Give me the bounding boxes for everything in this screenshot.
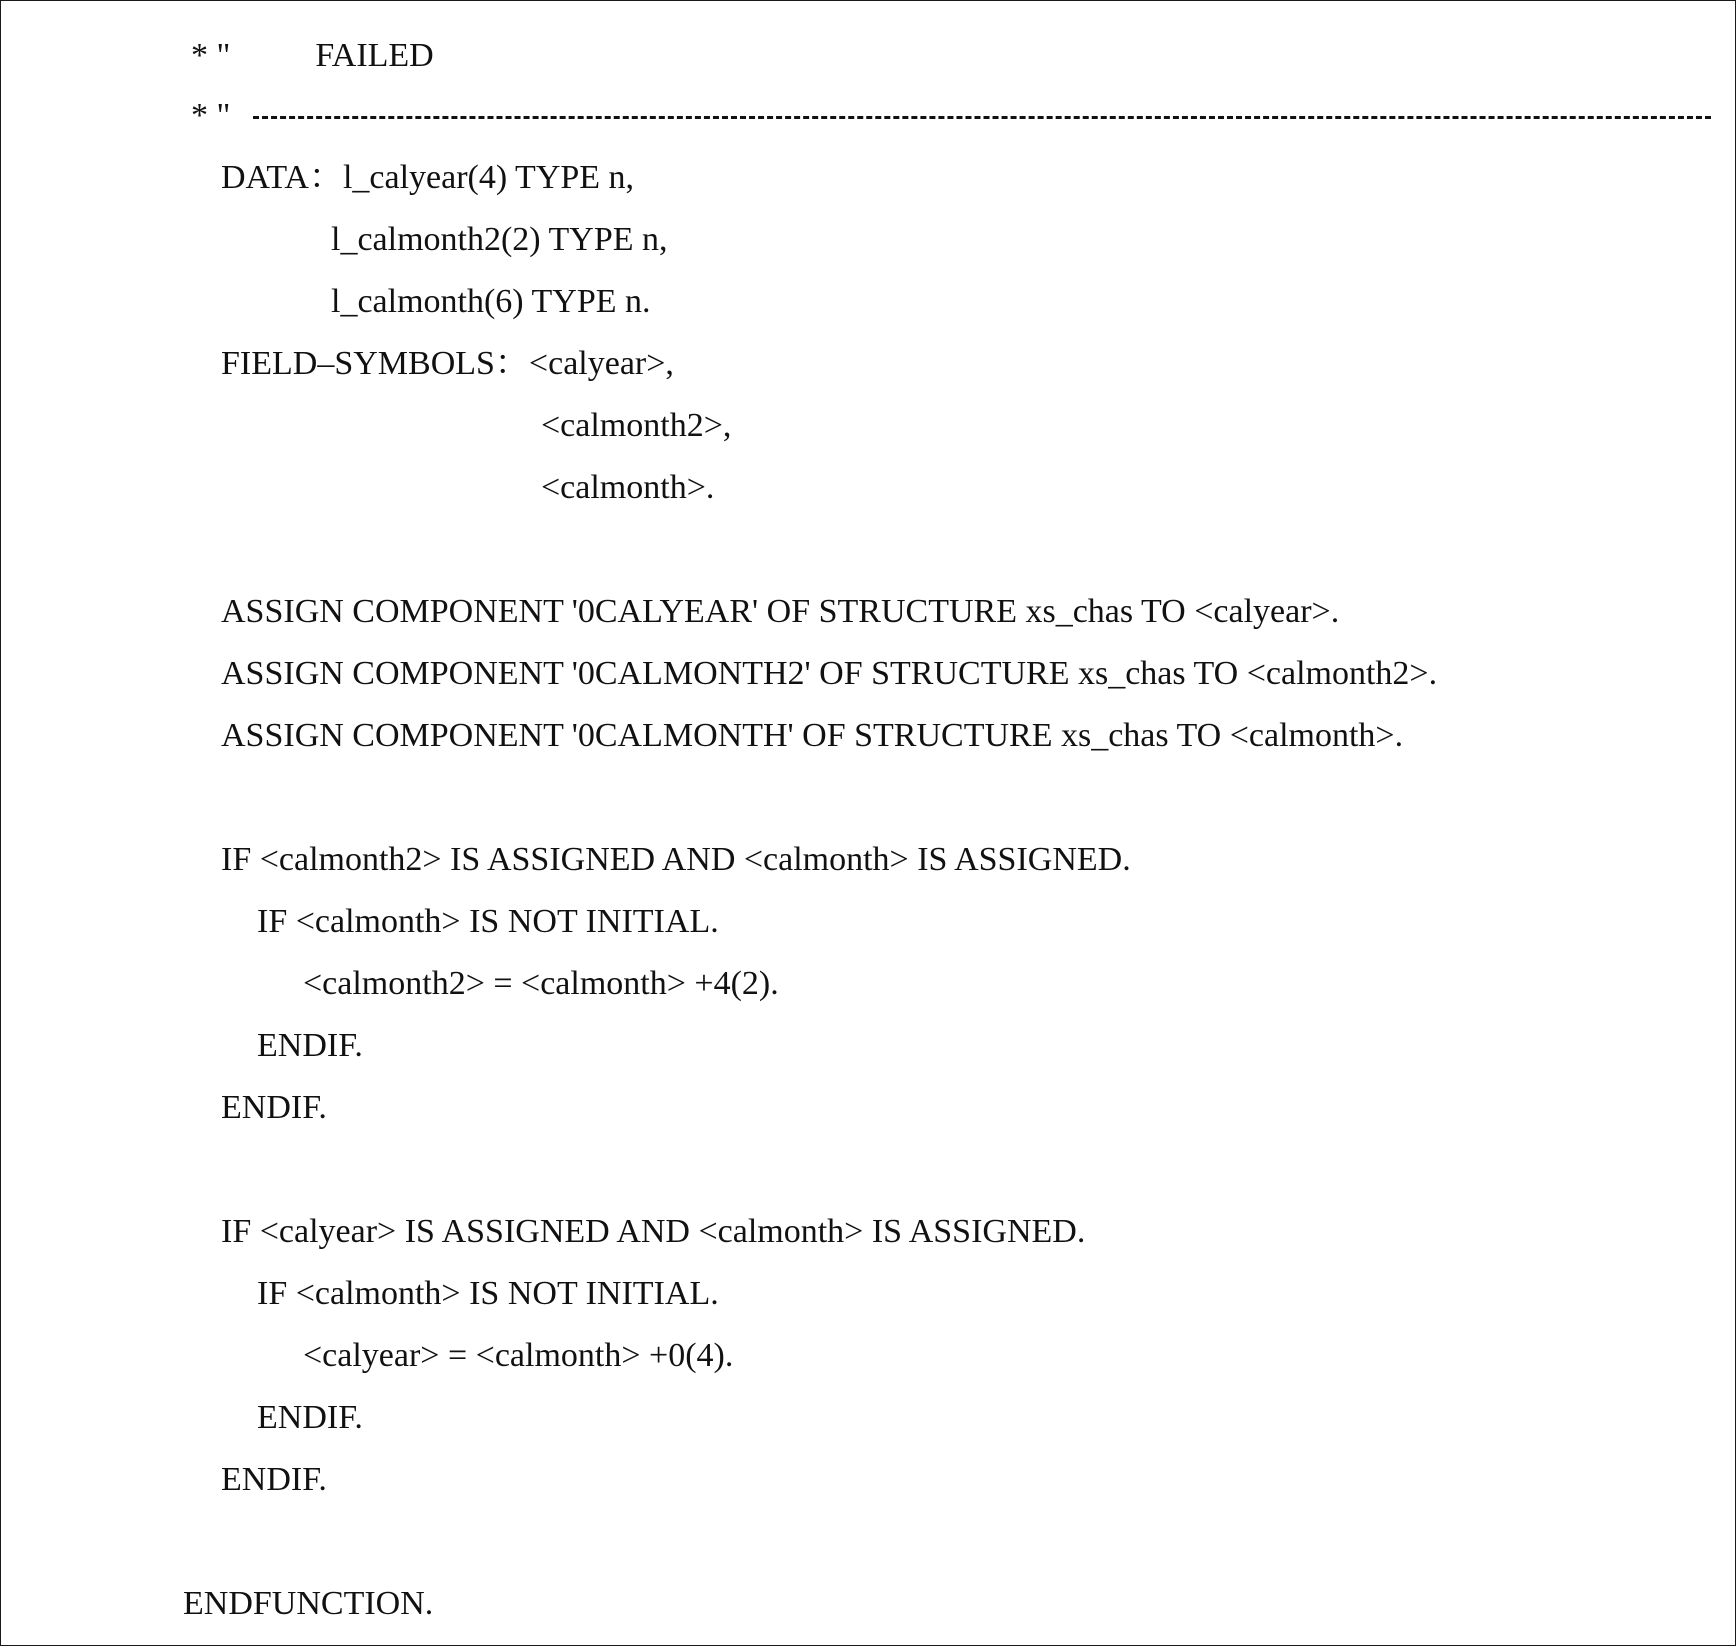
- if-calmonth2-assigned: IF <calmonth2> IS ASSIGNED AND <calmonth> IS ASSIGNED.: [221, 841, 1131, 878]
- assign-calyear-value: <calyear> = <calmonth> +0(4).: [303, 1337, 734, 1374]
- endfunction: ENDFUNCTION.: [183, 1585, 434, 1622]
- endif-inner-2: ENDIF.: [257, 1399, 363, 1436]
- comment-separator-dashes: [253, 116, 1711, 119]
- field-symbols-calmonth2: <calmonth2>,: [541, 407, 732, 444]
- data-declaration-calmonth2: l_calmonth2(2) TYPE n,: [331, 221, 668, 258]
- data-declaration-calmonth: l_calmonth(6) TYPE n.: [331, 283, 651, 320]
- data-declaration-calyear: DATA：l_calyear(4) TYPE n,: [221, 159, 635, 196]
- field-symbols-calyear: FIELD–SYMBOLS：<calyear>,: [221, 345, 674, 382]
- assign-calmonth2: ASSIGN COMPONENT '0CALMONTH2' OF STRUCTURE xs_chas TO <calmonth2>.: [221, 655, 1438, 692]
- endif-inner-1: ENDIF.: [257, 1027, 363, 1064]
- assign-calyear: ASSIGN COMPONENT '0CALYEAR' OF STRUCTURE xs_chas TO <calyear>.: [221, 593, 1340, 630]
- assign-calmonth: ASSIGN COMPONENT '0CALMONTH' OF STRUCTURE xs_chas TO <calmonth>.: [221, 717, 1404, 754]
- endif-outer-2: ENDIF.: [221, 1461, 327, 1498]
- endif-outer-1: ENDIF.: [221, 1089, 327, 1126]
- comment-failed: * " FAILED: [191, 37, 434, 74]
- if-calyear-assigned: IF <calyear> IS ASSIGNED AND <calmonth> IS ASSIGNED.: [221, 1213, 1086, 1250]
- field-symbols-calmonth: <calmonth>.: [541, 469, 715, 506]
- comment-separator-prefix: * ": [191, 97, 231, 134]
- assign-calmonth2-value: <calmonth2> = <calmonth> +4(2).: [303, 965, 779, 1002]
- if-calmonth-not-initial-1: IF <calmonth> IS NOT INITIAL.: [257, 903, 719, 940]
- if-calmonth-not-initial-2: IF <calmonth> IS NOT INITIAL.: [257, 1275, 719, 1312]
